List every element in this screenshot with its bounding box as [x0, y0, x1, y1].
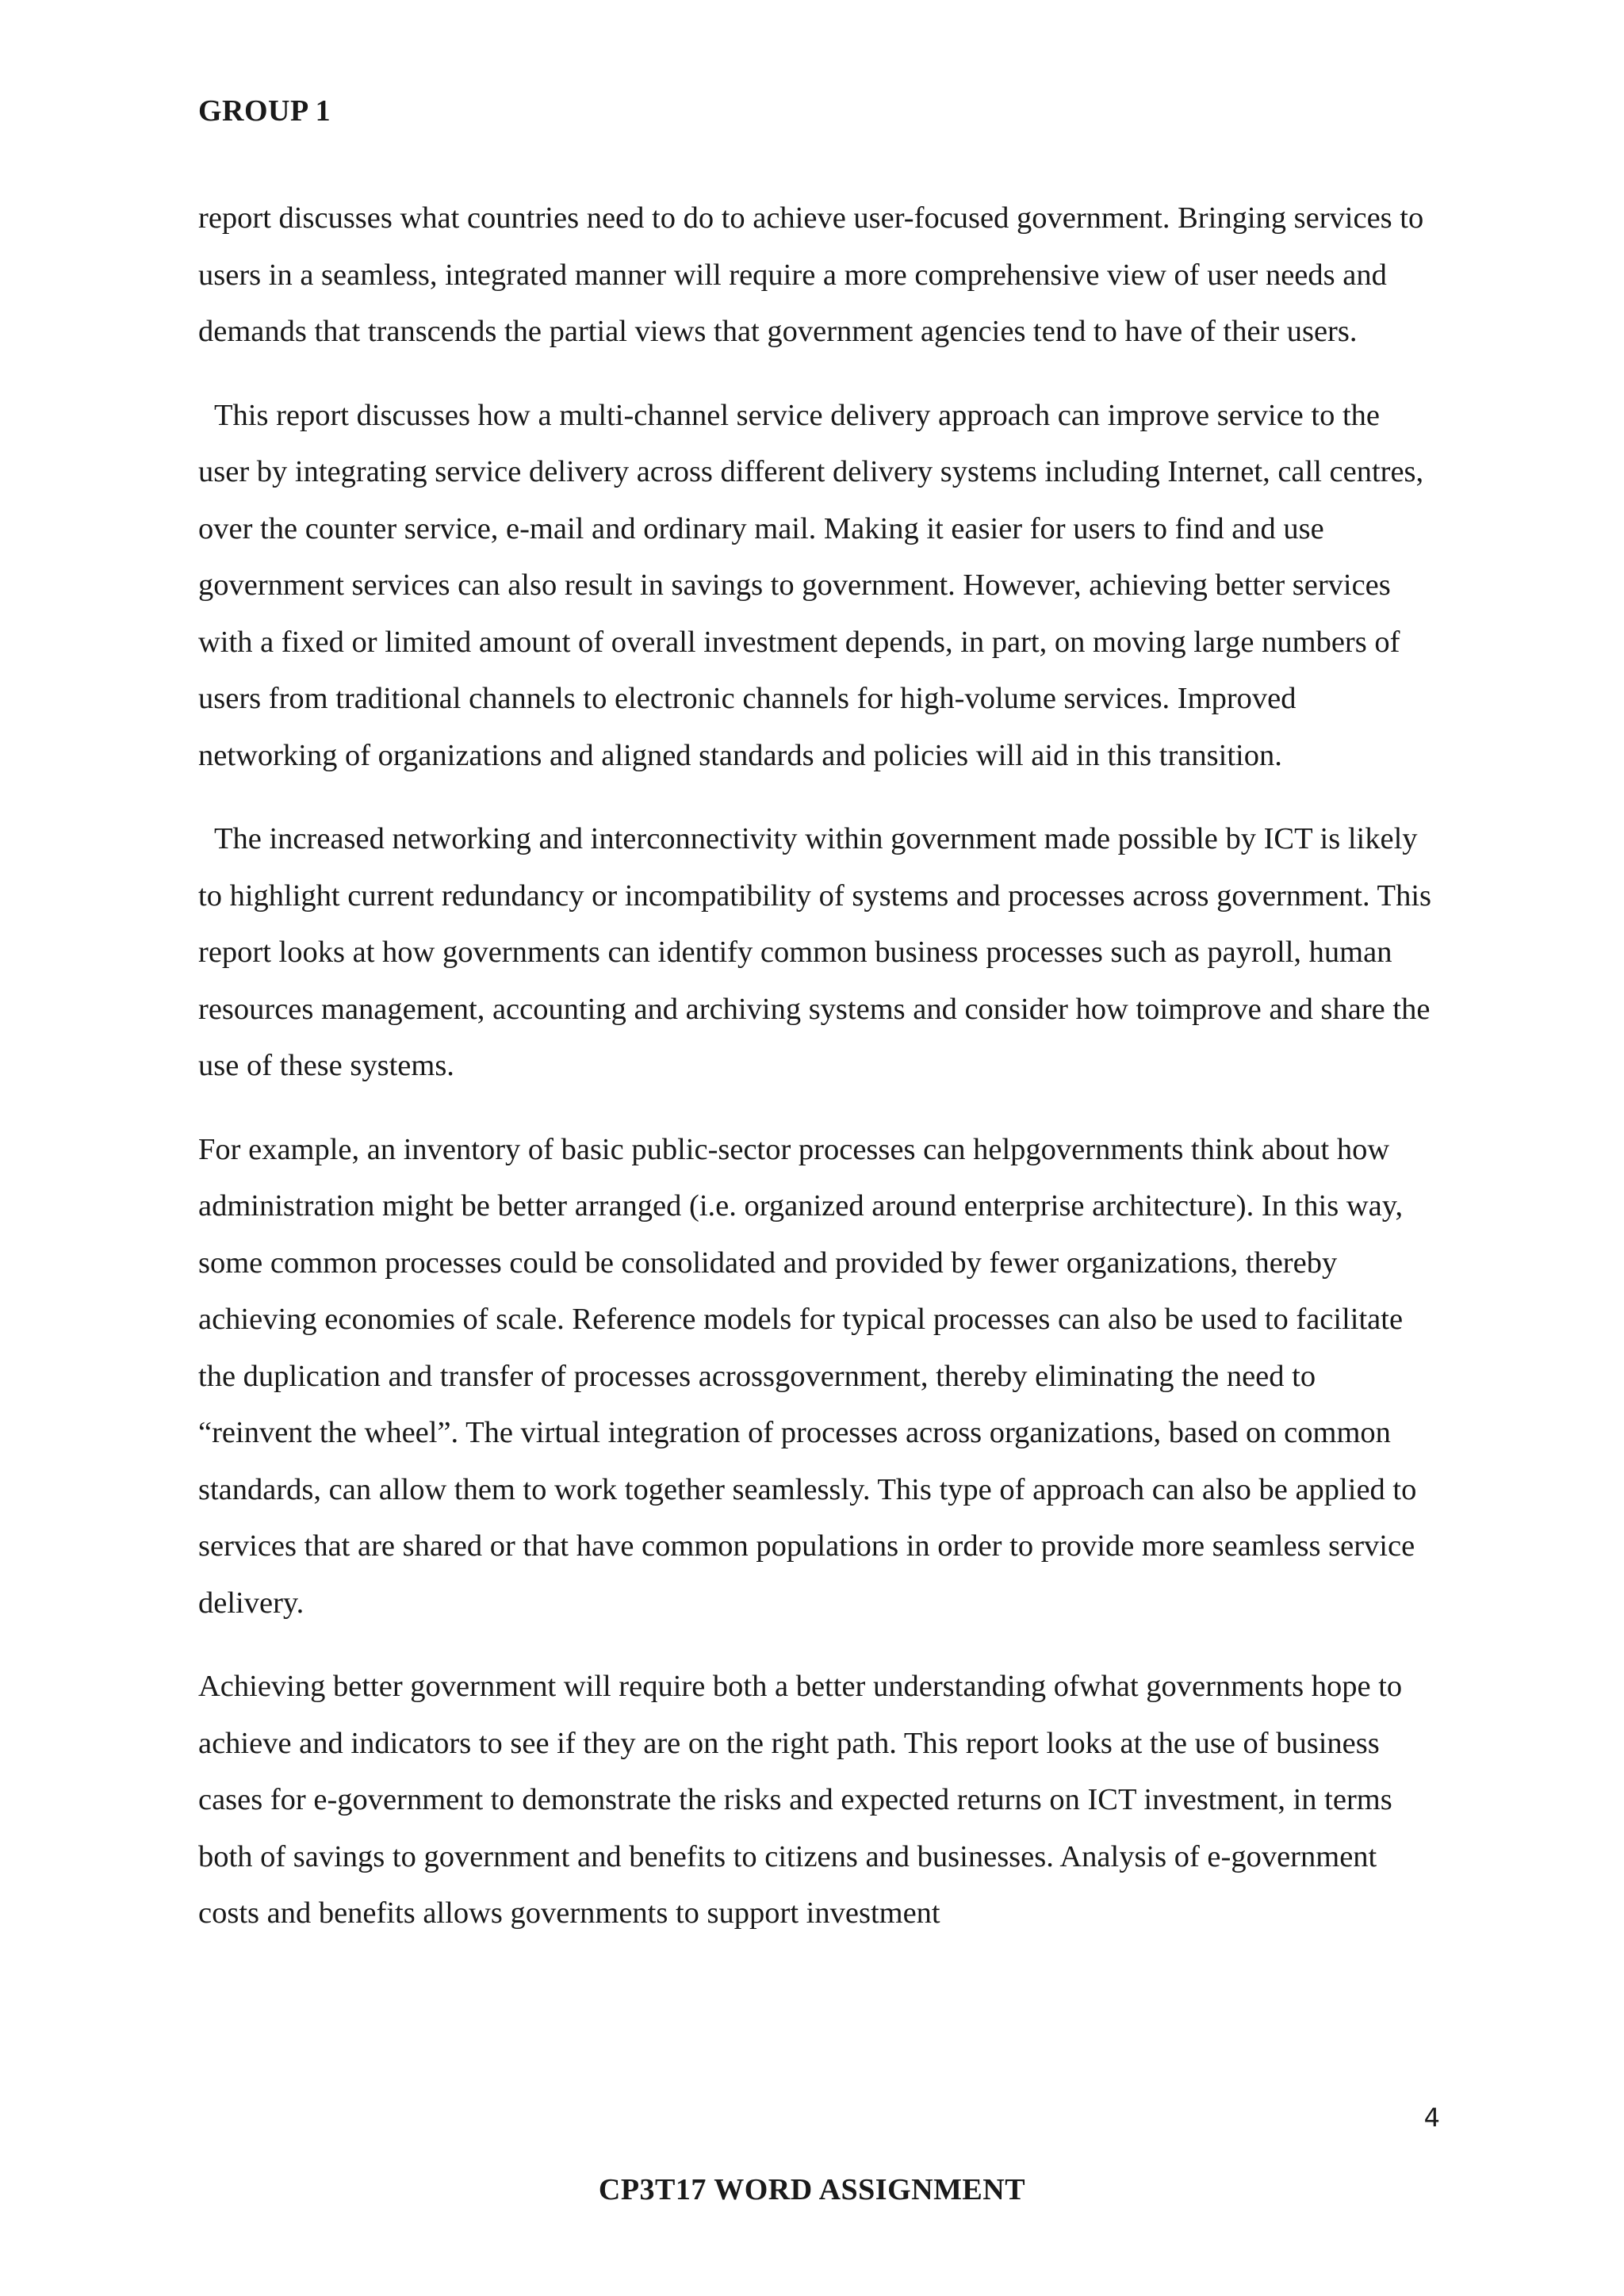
body-text	[198, 190, 1435, 1969]
page-number: 4	[1423, 2103, 1440, 2133]
paragraph: report discusses what countries need to do to achieve user-focused government. Bringing services to users in a seamless, integrated manner will require a more comprehensive view of user needs and demands that transcends the partial views that government agencies tend to have of their users.	[198, 201, 1424, 348]
paragraph: The increased networking and interconnectivity within government made possible by ICT is likely to highlight current redundancy or incompatibility of systems and processes across government. This report looks at how governments can identify common business processes such as payroll, human resources management, accounting and archiving systems and consider how toimprove and share the use of these systems.	[198, 822, 1432, 1082]
paragraph: This report discusses how a multi-channel service delivery approach can improve service to the user by integrating service delivery across different delivery systems including Internet, call centres, over the counter service, e-mail and ordinary mail. Making it easier for users to find and use government services can also result in savings to government. However, achieving better services with a fixed or limited amount of overall investment depends, in part, on moving large numbers of users from traditional channels to electronic channels for high-volume services. Improved networking of organizations and aligned standards and policies will aid in this transition.	[198, 398, 1424, 772]
page-header: GROUP 1	[198, 94, 331, 128]
paragraph: For example, an inventory of basic public-sector processes can helpgovernments think about how administration might be better arranged (i.e. organized around enterprise architecture). In this way, some common processes could be consolidated and provided by fewer organizations, thereby achieving economies of scale. Reference models for typical processes can also be used to facilitate the duplication and transfer of processes acrossgovernment, thereby eliminating the need to “reinvent the wheel”. The virtual integration of processes across organizations, based on common standards, can allow them to work together seamlessly. This type of approach can also be applied to services that are shared or that have common populations in order to provide more seamless service delivery.	[198, 1132, 1417, 1620]
page-footer: CP3T17 WORD ASSIGNMENT	[598, 2173, 1026, 2206]
paragraph: Achieving better government will require both a better understanding ofwhat governments hope to achieve and indicators to see if they are on the right path. This report looks at the use of business cases for e-government to demonstrate the risks and expected returns on ICT investment, in terms both of savings to government and benefits to citizens and businesses. Analysis of e-government costs and benefits allows governments to support investment	[198, 1670, 1403, 1930]
